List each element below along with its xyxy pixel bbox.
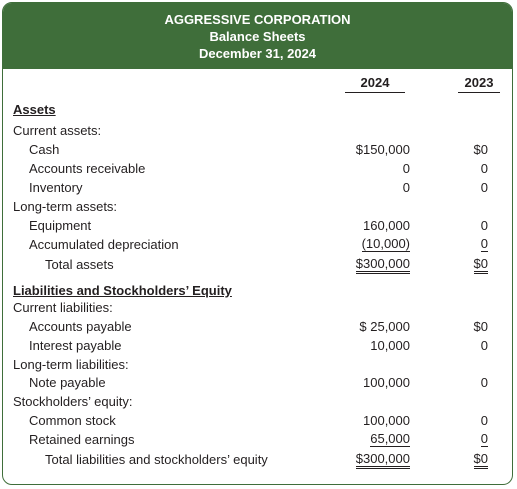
row-label: Long-term assets:: [13, 199, 118, 214]
section-heading-liabilities-equity: [3, 282, 512, 300]
row-label: Total liabilities and stockholders’ equity: [45, 452, 268, 467]
value-2023: 0: [480, 375, 488, 390]
column-header-2024: 2024: [345, 75, 405, 93]
row-label: Retained earnings: [29, 432, 135, 447]
value-2023: 0: [480, 180, 488, 195]
line-note-payable: [3, 374, 512, 392]
row-label: Accounts payable: [29, 319, 132, 334]
value-2024: $150,000: [355, 142, 410, 157]
line-retained-earnings: [3, 431, 512, 449]
row-label: Stockholders’ equity:: [13, 394, 133, 409]
row-label: Current assets:: [13, 123, 102, 138]
value-2023: $0: [474, 451, 488, 469]
value-2023: $0: [473, 142, 488, 157]
line-total-liabilities-equity: [3, 451, 512, 469]
statement-header: [3, 3, 512, 69]
line-accounts-payable: [3, 318, 512, 336]
value-2024: 160,000: [363, 218, 410, 233]
row-label: Cash: [29, 142, 60, 157]
group-heading-stockholders-equity: [3, 393, 512, 411]
value-2024: $ 25,000: [359, 319, 410, 334]
value-2023: $0: [473, 319, 488, 334]
value-2023: 0: [480, 236, 488, 251]
group-heading-current-liabilities: [3, 299, 512, 317]
value-2024: 100,000: [363, 375, 410, 390]
statement-title: Balance Sheets: [209, 29, 306, 44]
value-2023: $0: [474, 256, 488, 274]
line-cash: [3, 141, 512, 159]
value-2023: 0: [480, 431, 488, 446]
company-name: AGGRESSIVE CORPORATION: [164, 12, 351, 27]
value-2023: 0: [480, 218, 488, 233]
group-heading-long-term-liabilities: [3, 356, 512, 374]
row-label: Accounts receivable: [29, 161, 146, 176]
value-2024: 100,000: [363, 413, 410, 428]
row-label: Note payable: [29, 375, 106, 390]
row-label: Liabilities and Stockholders’ Equity: [13, 283, 232, 298]
line-accumulated-depreciation: [3, 236, 512, 254]
group-heading-long-term-assets: [3, 198, 512, 216]
value-2024: $300,000: [356, 451, 410, 469]
value-2024: $300,000: [356, 256, 410, 274]
line-equipment: [3, 217, 512, 235]
section-heading-assets: [3, 101, 512, 119]
value-2024: 10,000: [370, 338, 410, 353]
line-accounts-receivable: [3, 160, 512, 178]
column-header-2023: 2023: [458, 75, 500, 93]
row-label: Equipment: [29, 218, 92, 233]
value-2023: 0: [480, 413, 488, 428]
value-2023: 0: [480, 161, 488, 176]
line-inventory: [3, 179, 512, 197]
row-label: Current liabilities:: [13, 300, 113, 315]
value-2024: 65,000: [370, 431, 410, 446]
row-label: Long-term liabilities:: [13, 357, 129, 372]
value-2024: (10,000): [361, 236, 410, 251]
row-label: Common stock: [29, 413, 116, 428]
row-label: Accumulated depreciation: [29, 237, 179, 252]
statement-date: December 31, 2024: [198, 46, 317, 61]
row-label: Inventory: [29, 180, 83, 195]
row-label: Total assets: [45, 257, 114, 272]
line-common-stock: [3, 412, 512, 430]
value-2023: 0: [480, 338, 488, 353]
line-total-assets: [3, 256, 512, 274]
line-interest-payable: [3, 337, 512, 355]
balance-sheet-frame: [2, 2, 513, 485]
value-2024: 0: [402, 161, 410, 176]
group-heading-current-assets: [3, 122, 512, 140]
row-label: Assets: [13, 102, 56, 117]
row-label: Interest payable: [29, 338, 122, 353]
value-2024: 0: [402, 180, 410, 195]
